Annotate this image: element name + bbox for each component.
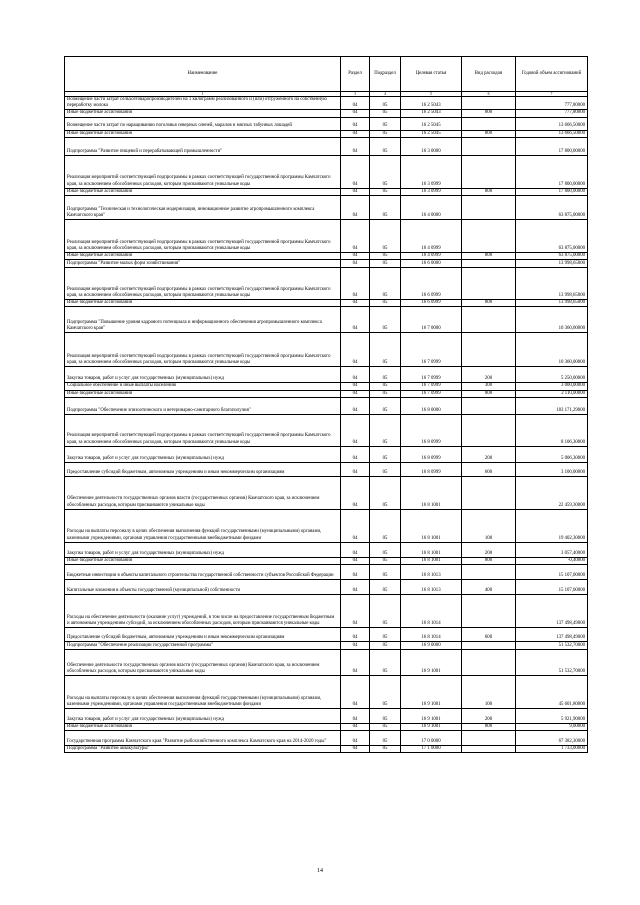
row-expense-type	[462, 97, 516, 110]
row-podrazdel: 05	[370, 580, 401, 595]
row-target-article: 16 8 1001	[401, 557, 462, 564]
row-amount: 22 459,30000	[516, 476, 588, 509]
row-expense-type	[462, 414, 516, 446]
row-name: Закупка товаров, работ и услуг для государственных (муниципальных) нужд	[65, 542, 341, 557]
table-row	[65, 731, 588, 746]
row-razdel: 04	[341, 509, 370, 542]
row-razdel: 04	[341, 731, 370, 746]
row-razdel: 04	[341, 462, 370, 476]
row-target-article: 16 8 0999	[401, 462, 462, 476]
table-row	[65, 155, 588, 188]
table-row	[65, 446, 588, 462]
row-expense-type: 800	[462, 300, 516, 307]
row-expense-type: 800	[462, 390, 516, 397]
row-razdel: 04	[341, 367, 370, 383]
row-name: Иные бюджетные ассигнования	[65, 188, 341, 195]
row-podrazdel: 05	[370, 628, 401, 642]
row-podrazdel: 05	[370, 333, 401, 367]
row-target-article: 16 8 0999	[401, 414, 462, 446]
table-row	[65, 137, 588, 155]
row-target-article: 16 8 0999	[401, 446, 462, 462]
row-podrazdel: 05	[370, 367, 401, 383]
row-razdel: 04	[341, 414, 370, 446]
row-razdel: 04	[341, 110, 370, 117]
table-row	[65, 542, 588, 557]
header-expense-type: Вид расходов	[462, 57, 516, 92]
row-target-article: 16 4 0000	[401, 196, 462, 220]
row-razdel: 04	[341, 390, 370, 397]
table-row	[65, 509, 588, 542]
row-expense-type: 400	[462, 580, 516, 595]
row-target-article: 16 6 0999	[401, 268, 462, 300]
table-row	[65, 595, 588, 628]
row-target-article: 16 8 1001	[401, 509, 462, 542]
table-row	[65, 746, 588, 753]
table-row	[65, 367, 588, 383]
row-target-article: 16 9 1001	[401, 709, 462, 724]
row-amount: 13 666,50000	[516, 117, 588, 130]
column-number: 4	[370, 92, 401, 97]
row-amount: 5 921,90000	[516, 709, 588, 724]
row-amount: -0,40000	[516, 557, 588, 564]
row-podrazdel: 05	[370, 397, 401, 414]
row-target-article: 16 7 0999	[401, 333, 462, 367]
row-name: Закупка товаров, работ и услуг для государственных (муниципальных) нужд	[65, 446, 341, 462]
row-expense-type: 800	[462, 253, 516, 260]
row-target-article: 16 8 1013	[401, 565, 462, 580]
row-expense-type: 800	[462, 188, 516, 195]
header-name: Наименование	[65, 57, 341, 92]
row-amount: 137 498,49000	[516, 595, 588, 628]
row-target-article: 16 3 0000	[401, 137, 462, 155]
row-podrazdel: 05	[370, 97, 401, 110]
row-razdel: 04	[341, 642, 370, 650]
row-name: Возмещение части затрат по наращиванию поголовья северных оленей, маралов и мясных табунных лошадей	[65, 117, 341, 130]
table-row	[65, 220, 588, 253]
row-expense-type: 800	[462, 724, 516, 731]
row-amount: 67 382,30000	[516, 731, 588, 746]
table-row	[65, 414, 588, 446]
row-target-article: 16 2 5045	[401, 130, 462, 137]
row-expense-type: 200	[462, 367, 516, 383]
row-razdel: 04	[341, 137, 370, 155]
table-row	[65, 188, 588, 195]
row-razdel: 04	[341, 724, 370, 731]
row-expense-type	[462, 137, 516, 155]
row-target-article: 16 3 0999	[401, 155, 462, 188]
row-podrazdel: 05	[370, 220, 401, 253]
row-name: Капитальные вложения в объекты государственной (муниципальной) собственности	[65, 580, 341, 595]
row-amount: 3 057,40000	[516, 542, 588, 557]
table-row	[65, 628, 588, 642]
row-razdel: 04	[341, 397, 370, 414]
row-target-article: 16 9 1001	[401, 724, 462, 731]
table-row	[65, 462, 588, 476]
row-podrazdel: 05	[370, 300, 401, 307]
table-row	[65, 130, 588, 137]
row-name: Обеспечение деятельности государственных органов власти (государственных органов) Камчатского края, за исключением обособленных расходов, которым присваиваются уникальные коды	[65, 476, 341, 509]
table-row	[65, 383, 588, 390]
row-target-article: 16 8 1001	[401, 476, 462, 509]
row-expense-type: 100	[462, 509, 516, 542]
row-podrazdel: 05	[370, 414, 401, 446]
row-target-article: 16 7 0999	[401, 367, 462, 383]
row-amount: 3 000,00000	[516, 383, 588, 390]
table-row	[65, 565, 588, 580]
row-target-article: 16 9 0000	[401, 642, 462, 650]
table-row	[65, 117, 588, 130]
row-razdel: 04	[341, 268, 370, 300]
row-razdel: 04	[341, 595, 370, 628]
column-number: 6	[462, 92, 516, 97]
table-row	[65, 709, 588, 724]
row-podrazdel: 05	[370, 462, 401, 476]
row-amount: 17 800,00000	[516, 155, 588, 188]
column-number: 1	[65, 92, 341, 97]
row-amount: 13 998,65000	[516, 268, 588, 300]
row-amount: 777,80000	[516, 110, 588, 117]
row-amount: 2 110,00000	[516, 390, 588, 397]
row-razdel: 04	[341, 260, 370, 268]
row-name: Подпрограмма "Обеспечение реализации государственной программы"	[65, 642, 341, 650]
row-amount: 63 875,00000	[516, 253, 588, 260]
row-amount: 13 998,65000	[516, 260, 588, 268]
row-podrazdel: 05	[370, 642, 401, 650]
row-amount: 63 875,00000	[516, 196, 588, 220]
row-target-article: 16 6 0999	[401, 300, 462, 307]
row-expense-type: 200	[462, 446, 516, 462]
row-podrazdel: 05	[370, 724, 401, 731]
row-expense-type: 800	[462, 557, 516, 564]
row-amount: 15 107,00000	[516, 565, 588, 580]
row-name: Реализация мероприятий соответствующей подпрограммы в рамках соответствующей государственной программы Камчатского края, за исключением обособленных расходов, которым присваиваются уникальные коды	[65, 333, 341, 367]
row-podrazdel: 05	[370, 155, 401, 188]
row-podrazdel: 05	[370, 383, 401, 390]
row-expense-type	[462, 260, 516, 268]
row-expense-type	[462, 196, 516, 220]
row-target-article: 17 1 0000	[401, 746, 462, 753]
row-podrazdel: 05	[370, 542, 401, 557]
row-amount: 13 666,50000	[516, 130, 588, 137]
row-name: Расходы на выплаты персоналу в целях обеспечения выполнения функций государственными (муниципальными) органами, казенными учреждениями, органами управления государственными внебюджетными фондами	[65, 509, 341, 542]
row-razdel: 04	[341, 580, 370, 595]
row-podrazdel: 05	[370, 746, 401, 753]
row-podrazdel: 05	[370, 446, 401, 462]
table-row	[65, 97, 588, 110]
row-amount: 183 171,29000	[516, 397, 588, 414]
row-podrazdel: 05	[370, 731, 401, 746]
row-expense-type: 600	[462, 462, 516, 476]
row-expense-type: 200	[462, 542, 516, 557]
row-target-article: 16 2 5043	[401, 110, 462, 117]
row-podrazdel: 05	[370, 565, 401, 580]
row-amount: 777,80000	[516, 97, 588, 110]
row-expense-type: 800	[462, 130, 516, 137]
row-target-article: 17 0 0000	[401, 731, 462, 746]
row-amount: 137 498,49000	[516, 628, 588, 642]
row-amount: 51 532,70000	[516, 650, 588, 676]
row-target-article: 16 9 1001	[401, 676, 462, 709]
row-name: Реализация мероприятий соответствующей подпрограммы в рамках соответствующей государственной программы Камчатского края, за исключением обособленных расходов, которым присваиваются уникальные коды	[65, 220, 341, 253]
table-row	[65, 196, 588, 220]
table-row	[65, 333, 588, 367]
row-expense-type	[462, 595, 516, 628]
row-amount: 15 107,00000	[516, 580, 588, 595]
row-expense-type	[462, 155, 516, 188]
table-row	[65, 397, 588, 414]
table-row	[65, 676, 588, 709]
row-amount: 13 998,65000	[516, 300, 588, 307]
table-row	[65, 110, 588, 117]
row-razdel: 04	[341, 155, 370, 188]
row-podrazdel: 05	[370, 390, 401, 397]
row-razdel: 04	[341, 220, 370, 253]
row-podrazdel: 05	[370, 595, 401, 628]
row-amount: 3 100,00000	[516, 462, 588, 476]
budget-table	[64, 56, 588, 753]
row-name: Подпрограмма "Развитие аквакультуры"	[65, 746, 341, 753]
row-target-article: 16 7 0999	[401, 390, 462, 397]
row-amount: 17 800,00000	[516, 137, 588, 155]
row-podrazdel: 05	[370, 130, 401, 137]
table-row	[65, 390, 588, 397]
row-razdel: 04	[341, 333, 370, 367]
table-row	[65, 650, 588, 676]
row-podrazdel: 05	[370, 117, 401, 130]
row-razdel: 04	[341, 542, 370, 557]
row-target-article: 16 3 0999	[401, 188, 462, 195]
row-expense-type	[462, 117, 516, 130]
table-row	[65, 307, 588, 333]
row-target-article: 16 9 1001	[401, 650, 462, 676]
row-amount: 10 360,00000	[516, 307, 588, 333]
budget-sheet	[64, 56, 587, 753]
row-razdel: 04	[341, 650, 370, 676]
row-amount: 19 402,30000	[516, 509, 588, 542]
header-target-article: Целевая статья	[401, 57, 462, 92]
row-name: Иные бюджетные ассигнования	[65, 724, 341, 731]
row-podrazdel: 05	[370, 650, 401, 676]
row-expense-type	[462, 746, 516, 753]
row-name: Подпрограмма "Повышение уровня кадрового потенциала и информационного обеспечения агропромышленного комплекса Камчатского края"	[65, 307, 341, 333]
row-amount: 17 800,00000	[516, 188, 588, 195]
row-target-article: 16 8 1013	[401, 580, 462, 595]
row-expense-type	[462, 397, 516, 414]
row-name: Предоставление субсидий бюджетным, автономным учреждениям и иным некоммерческим организациям	[65, 628, 341, 642]
row-target-article: 16 8 0000	[401, 397, 462, 414]
table-row	[65, 268, 588, 300]
column-number: 3	[341, 92, 370, 97]
row-podrazdel: 05	[370, 110, 401, 117]
row-podrazdel: 05	[370, 476, 401, 509]
row-razdel: 04	[341, 565, 370, 580]
row-expense-type	[462, 268, 516, 300]
row-expense-type: 600	[462, 628, 516, 642]
row-name: Предоставление субсидий бюджетным, автономным учреждениям и иным некоммерческим организациям	[65, 462, 341, 476]
row-name: Реализация мероприятий соответствующей подпрограммы в рамках соответствующей государственной программы Камчатского края, за исключением обособленных расходов, которым присваиваются уникальные коды	[65, 155, 341, 188]
column-number: 5	[401, 92, 462, 97]
row-podrazdel: 05	[370, 268, 401, 300]
row-razdel: 04	[341, 676, 370, 709]
header-annual-volume: Годовой объем ассигнований	[516, 57, 588, 92]
row-name: Бюджетные инвестиции в объекты капитального строительства государственной собственности субъектов Российской Федерации	[65, 565, 341, 580]
row-amount: 5 250,00000	[516, 367, 588, 383]
row-name: Иные бюджетные ассигнования	[65, 300, 341, 307]
row-razdel: 04	[341, 307, 370, 333]
row-razdel: 04	[341, 300, 370, 307]
row-amount: 1 733,00000	[516, 746, 588, 753]
header-podrazdel: Подраздел	[370, 57, 401, 92]
table-row	[65, 476, 588, 509]
row-name: Социальное обеспечение и иные выплаты населению	[65, 383, 341, 390]
row-razdel: 04	[341, 446, 370, 462]
row-target-article: 16 7 0999	[401, 383, 462, 390]
row-name: Государственная программа Камчатского края "Развитие рыбохозяйственного комплекса Камчатского края на 2014-2020 годы"	[65, 731, 341, 746]
row-name: Возмещение части затрат сельхозтоваропроизводителей на 1 килограмм реализованного и (или) отгруженного на собственную переработку молока	[65, 97, 341, 110]
row-name: Расходы на выплаты персоналу в целях обеспечения выполнения функций государственными (муниципальными) органами, казенными учреждениями, органами управления государственными внебюджетными фондами	[65, 676, 341, 709]
row-amount: 45 601,80000	[516, 676, 588, 709]
table-row	[65, 642, 588, 650]
row-amount: 9,00000	[516, 724, 588, 731]
row-target-article: 16 2 5045	[401, 117, 462, 130]
row-target-article: 16 8 1014	[401, 595, 462, 628]
row-razdel: 04	[341, 188, 370, 195]
table-row	[65, 260, 588, 268]
row-expense-type: 100	[462, 676, 516, 709]
table-row	[65, 253, 588, 260]
header-razdel: Раздел	[341, 57, 370, 92]
column-number: 7	[516, 92, 588, 97]
row-name: Подпрограмма "Обеспечение эпизоотического и ветеринарно-санитарного благополучия"	[65, 397, 341, 414]
row-amount: 63 875,00000	[516, 220, 588, 253]
row-expense-type	[462, 642, 516, 650]
row-expense-type	[462, 565, 516, 580]
row-name: Иные бюджетные ассигнования	[65, 557, 341, 564]
row-target-article: 16 7 0000	[401, 307, 462, 333]
row-name: Реализация мероприятий соответствующей подпрограммы в рамках соответствующей государственной программы Камчатского края, за исключением обособленных расходов, которым присваиваются уникальные коды	[65, 268, 341, 300]
row-razdel: 04	[341, 628, 370, 642]
row-expense-type	[462, 220, 516, 253]
row-target-article: 16 2 5043	[401, 97, 462, 110]
row-name: Иные бюджетные ассигнования	[65, 253, 341, 260]
row-razdel: 04	[341, 746, 370, 753]
row-target-article: 16 4 0999	[401, 220, 462, 253]
row-name: Иные бюджетные ассигнования	[65, 110, 341, 117]
row-razdel: 04	[341, 253, 370, 260]
row-expense-type	[462, 307, 516, 333]
row-razdel: 04	[341, 383, 370, 390]
row-podrazdel: 05	[370, 196, 401, 220]
row-name: Обеспечение деятельности государственных органов власти (государственных органов) Камчатского края, за исключением обособленных расходов, которым присваиваются уникальные коды	[65, 650, 341, 676]
row-expense-type: 200	[462, 709, 516, 724]
row-razdel: 04	[341, 117, 370, 130]
page-number: 14	[317, 868, 323, 874]
table-row	[65, 557, 588, 564]
row-name: Иные бюджетные ассигнования	[65, 390, 341, 397]
row-name: Закупка товаров, работ и услуг для государственных (муниципальных) нужд	[65, 367, 341, 383]
table-row	[65, 580, 588, 595]
table-header-row	[65, 57, 588, 92]
row-target-article: 16 8 1001	[401, 542, 462, 557]
row-target-article: 16 4 0999	[401, 253, 462, 260]
row-expense-type: 800	[462, 110, 516, 117]
row-podrazdel: 05	[370, 188, 401, 195]
row-razdel: 04	[341, 130, 370, 137]
row-expense-type	[462, 650, 516, 676]
row-razdel: 04	[341, 476, 370, 509]
table-row	[65, 724, 588, 731]
row-name: Иные бюджетные ассигнования	[65, 130, 341, 137]
row-name: Подпрограмма "Развитие малых форм хозяйствования"	[65, 260, 341, 268]
row-target-article: 16 8 1014	[401, 628, 462, 642]
row-podrazdel: 05	[370, 253, 401, 260]
row-amount: 51 532,70000	[516, 642, 588, 650]
row-podrazdel: 05	[370, 307, 401, 333]
row-name: Подпрограмма "Техническая и технологическая модернизация, инновационное развитие агропромышленного комплекса Камчатского края"	[65, 196, 341, 220]
row-razdel: 04	[341, 196, 370, 220]
row-expense-type	[462, 476, 516, 509]
row-podrazdel: 05	[370, 676, 401, 709]
row-target-article: 16 6 0000	[401, 260, 462, 268]
row-podrazdel: 05	[370, 509, 401, 542]
row-podrazdel: 05	[370, 137, 401, 155]
row-razdel: 04	[341, 97, 370, 110]
row-amount: 8 106,30000	[516, 414, 588, 446]
row-razdel: 04	[341, 709, 370, 724]
row-expense-type: 300	[462, 383, 516, 390]
table-row	[65, 300, 588, 307]
row-expense-type	[462, 731, 516, 746]
row-name: Закупка товаров, работ и услуг для государственных (муниципальных) нужд	[65, 709, 341, 724]
row-name: Расходы на обеспечение деятельности (оказание услуг) учреждений, в том числе на предоставление государственным бюджетным и автономным учреждениям субсидий, за исключением обособленных расходов, которым присваиваются уникальные коды	[65, 595, 341, 628]
row-amount: 10 360,00000	[516, 333, 588, 367]
row-amount: 5 006,30000	[516, 446, 588, 462]
row-name: Подпрограмма "Развитие пищевой и перерабатывающей промышленности"	[65, 137, 341, 155]
row-name: Реализация мероприятий соответствующей подпрограммы в рамках соответствующей государственной программы Камчатского края, за исключением обособленных расходов, которым присваиваются уникальные коды	[65, 414, 341, 446]
row-razdel: 04	[341, 557, 370, 564]
row-podrazdel: 05	[370, 260, 401, 268]
row-podrazdel: 05	[370, 709, 401, 724]
row-podrazdel: 05	[370, 557, 401, 564]
row-expense-type	[462, 333, 516, 367]
